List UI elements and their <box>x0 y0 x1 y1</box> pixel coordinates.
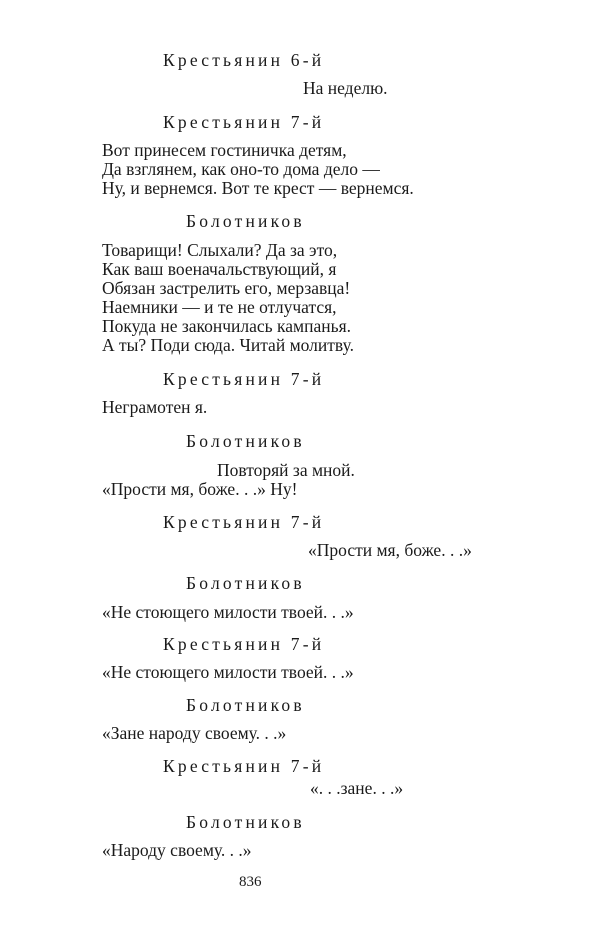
verse-line: «Прости мя, боже. . .» <box>308 540 472 560</box>
verse-line: «Не стоющего милости твоей. . .» <box>102 602 354 622</box>
speaker-name: Крестьянин 7-й <box>163 369 325 389</box>
speaker-name: Болотников <box>186 695 305 715</box>
speaker-name: Болотников <box>186 431 305 451</box>
verse-line: А ты? Поди сюда. Читай молитву. <box>102 335 354 355</box>
speaker-name: Болотников <box>186 211 305 231</box>
verse-line: Как ваш военачальствующий, я <box>102 259 337 279</box>
verse-line: Неграмотен я. <box>102 397 208 417</box>
verse-line: Товарищи! Слыхали? Да за это, <box>102 240 338 260</box>
verse-line: «Не стоющего милости твоей. . .» <box>102 662 354 682</box>
speaker-name: Болотников <box>186 812 305 832</box>
verse-line: «Народу своему. . .» <box>102 840 252 860</box>
speaker-name: Крестьянин 7-й <box>163 756 325 776</box>
verse-line: Наемники — и те не отлучатся, <box>102 297 337 317</box>
page-number: 836 <box>239 874 262 890</box>
verse-line: Повторяй за мной. <box>217 460 355 480</box>
verse-line: «Зане народу своему. . .» <box>102 723 287 743</box>
speaker-name: Крестьянин 7-й <box>163 634 325 654</box>
verse-line: Да взглянем, как оно-то дома дело — <box>102 159 380 179</box>
speaker-name: Крестьянин 6-й <box>163 50 325 70</box>
speaker-name: Крестьянин 7-й <box>163 512 325 532</box>
verse-line: На неделю. <box>303 78 388 98</box>
verse-line: Покуда не закончилась кампанья. <box>102 316 352 336</box>
verse-line: Вот принесем гостиничка детям, <box>102 140 347 160</box>
verse-line: Обязан застрелить его, мерзавца! <box>102 278 351 298</box>
verse-line: Ну, и вернемся. Вот те крест — вернемся. <box>102 178 414 198</box>
speaker-name: Болотников <box>186 573 305 593</box>
verse-line: «Прости мя, боже. . .» Ну! <box>102 479 298 499</box>
verse-line: «. . .зане. . .» <box>310 778 404 798</box>
speaker-name: Крестьянин 7-й <box>163 112 325 132</box>
